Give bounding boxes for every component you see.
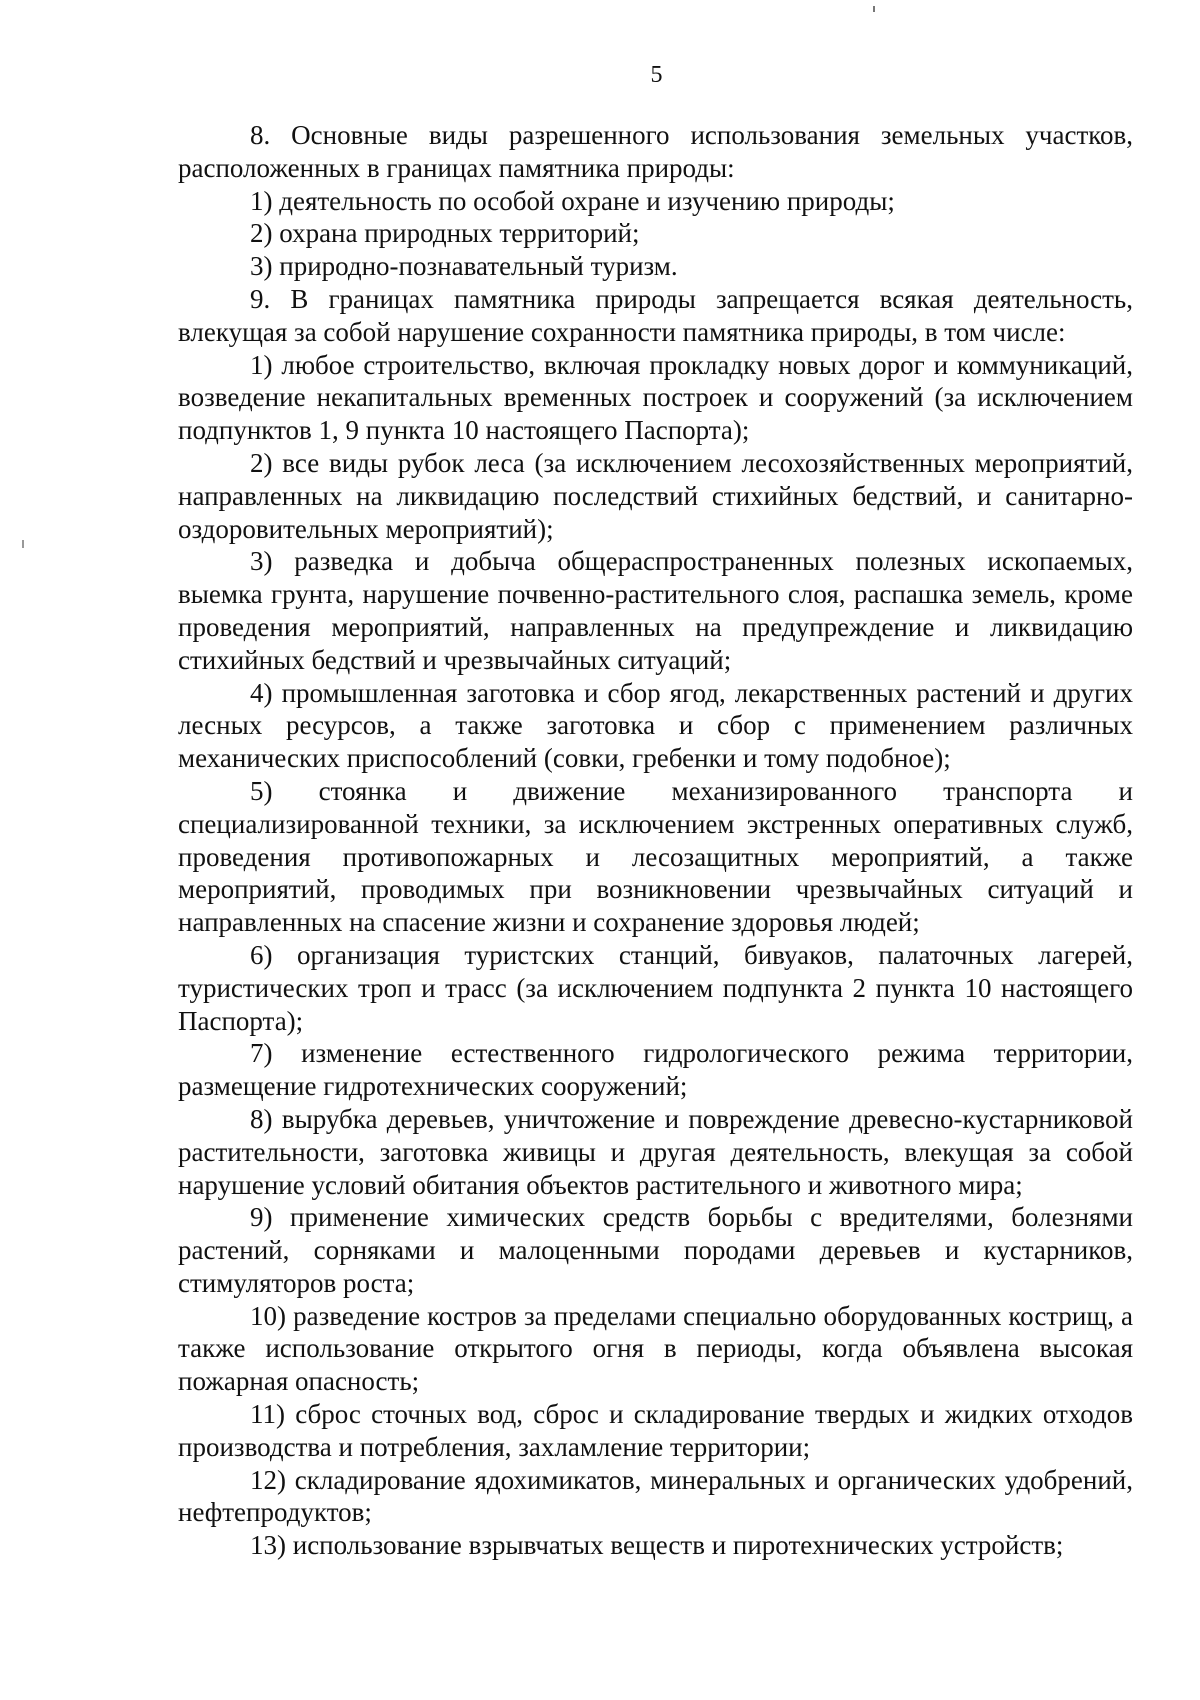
list-item-9-1: 1) любое строительство, включая прокладку новых дорог и коммуникаций, возведение некапитальных временных построек и сооружений (за исключением подпунктов 1, 9 пункта 10 настоящего Паспорта);: [178, 349, 1133, 446]
scan-artifact: [873, 6, 875, 12]
list-item-9-10: 10) разведение костров за пределами специально оборудованных кострищ, а также использование открытого огня в периоды, когда объявлена высокая пожарная опасность;: [178, 1300, 1133, 1397]
document-body: [178, 119, 1133, 1562]
list-item-9-8: 8) вырубка деревьев, уничтожение и повреждение древесно-кустарниковой растительности, заготовка живицы и другая деятельность, влекущая за собой нарушение условий обитания объектов растительного и животного мира;: [178, 1103, 1133, 1200]
list-item-9-3: 3) разведка и добыча общераспространенных полезных ископаемых, выемка грунта, нарушение почвенно-растительного слоя, распашка земель, кроме проведения мероприятий, направленных на предупреждение и ликвидацию стихийных бедствий и чрезвычайных ситуаций;: [178, 546, 1133, 675]
list-item-9-6: 6) организация туристских станций, бивуаков, палаточных лагерей, туристических троп и трасс (за исключением подпункта 2 пункта 10 настоящего Паспорта);: [178, 939, 1133, 1036]
list-item-9-7: 7) изменение естественного гидрологического режима территории, размещение гидротехнических сооружений;: [178, 1038, 1133, 1102]
paragraph-section-9: 9. В границах памятника природы запрещается всякая деятельность, влекущая за собой нарушение сохранности памятника природы, в том числе:: [178, 283, 1133, 347]
list-item-9-13: 13) использование взрывчатых веществ и пиротехнических устройств;: [250, 1530, 1064, 1561]
list-item-9-2: 2) все виды рубок леса (за исключением лесохозяйственных мероприятий, направленных на ликвидацию последствий стихийных бедствий, и санитарно-оздоровительных мероприятий);: [178, 447, 1133, 544]
list-item-9-11: 11) сброс сточных вод, сброс и складирование твердых и жидких отходов производства и потребления, захламление территории;: [178, 1399, 1133, 1462]
scan-artifact: [22, 540, 24, 548]
list-item-9-4: 4) промышленная заготовка и сбор ягод, лекарственных растений и других лесных ресурсов, а также заготовка и сбор с применением различных механических приспособлений (совки, гребенки и тому подобное);: [178, 677, 1133, 774]
list-item-8-3: 3) природно-познавательный туризм.: [250, 251, 678, 282]
page-number: 5: [650, 62, 663, 88]
list-item-9-9: 9) применение химических средств борьбы с вредителями, болезнями растений, сорняками и малоценными породами деревьев и кустарников, стимуляторов роста;: [178, 1202, 1133, 1298]
list-item-9-5: 5) стоянка и движение механизированного транспорта и специализированной техники, за исключением экстренных оперативных служб, проведения противопожарных и лесозащитных мероприятий, а также мероприятий, проводимых при возникновении чрезвычайных ситуаций и направленных на спасение жизни и сохранение здоровья людей;: [178, 775, 1133, 938]
list-item-9-12: 12) складирование ядохимикатов, минеральных и органических удобрений, нефтепродуктов;: [178, 1464, 1133, 1528]
paragraph-section-8: 8. Основные виды разрешенного использования земельных участков, расположенных в границах памятника природы:: [178, 120, 1133, 183]
list-item-8-2: 2) охрана природных территорий;: [250, 218, 640, 249]
list-item-8-1: 1) деятельность по особой охране и изучению природы;: [250, 185, 895, 216]
